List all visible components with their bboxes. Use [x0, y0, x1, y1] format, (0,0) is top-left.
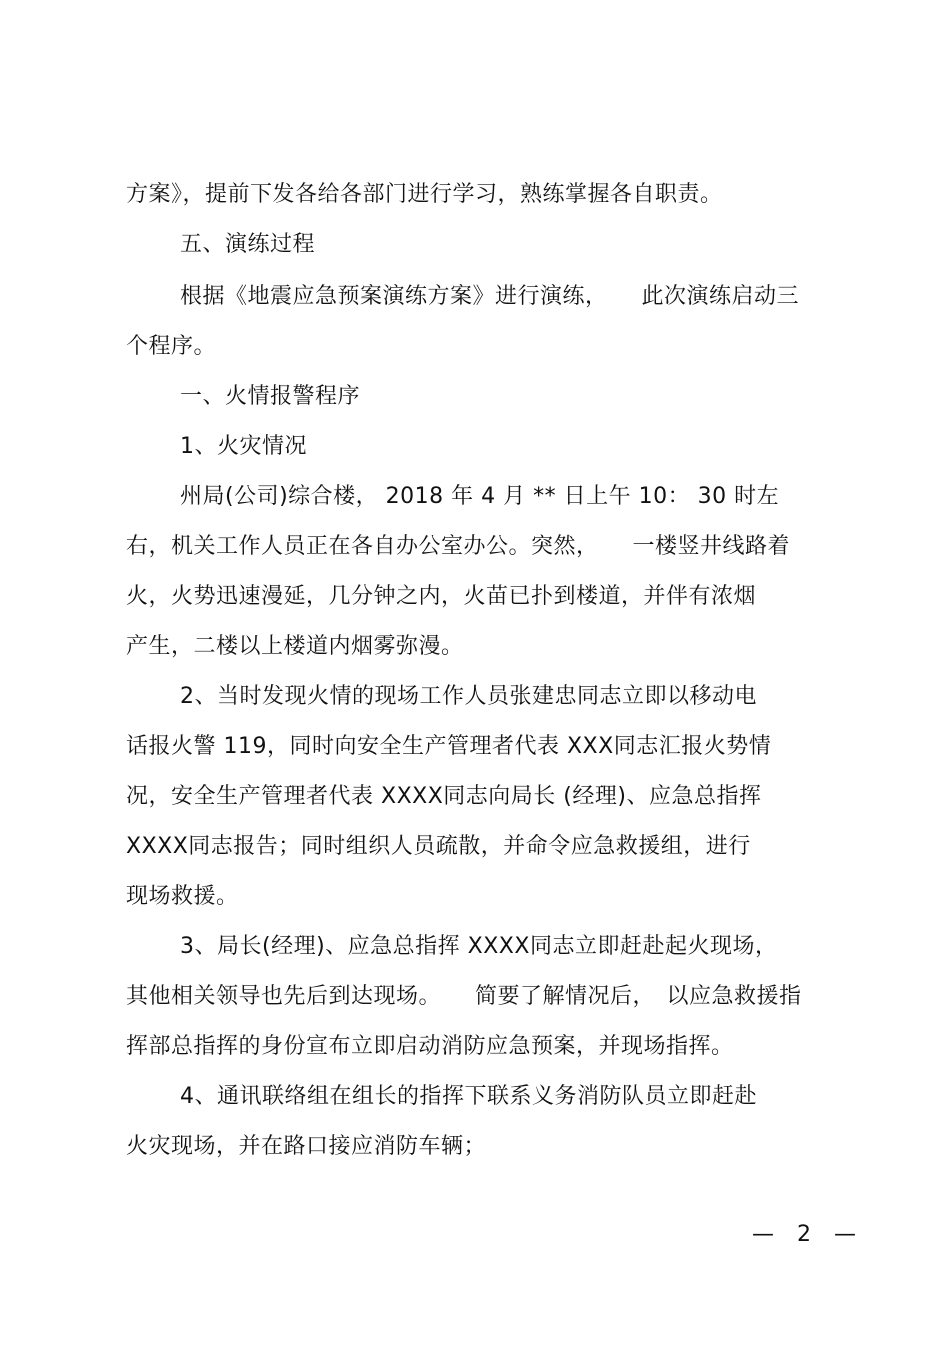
- text-line: 挥部总指挥的身份宣布立即启动消防应急预案，并现场指挥。: [126, 1034, 734, 1059]
- page-number: — 2 —: [752, 1222, 864, 1247]
- text-line: 产生，二楼以上楼道内烟雾弥漫。: [126, 634, 464, 659]
- text-line: 况，安全生产管理者代表 XXXX同志向局长 (经理)、应急总指挥: [126, 784, 762, 809]
- text-line: 火灾现场，并在路口接应消防车辆；: [126, 1134, 487, 1159]
- text-line: 话报火警 119，同时向安全生产管理者代表 XXX同志汇报火势情: [126, 734, 772, 759]
- text-line: 根据《地震应急预案演练方案》进行演练， 此次演练启动三: [180, 284, 800, 309]
- text-line: 个程序。: [126, 334, 217, 359]
- section-heading: 一、火情报警程序: [180, 384, 361, 409]
- text-line: 火，火势迅速漫延，几分钟之内，火苗已扑到楼道，并伴有浓烟: [126, 584, 757, 609]
- text-line: 2、当时发现火情的现场工作人员张建忠同志立即以移动电: [180, 684, 757, 709]
- section-heading: 五、演练过程: [180, 232, 316, 257]
- text-line: 州局(公司)综合楼， 2018 年 4 月 ** 日上午 10： 30 时左: [180, 484, 780, 509]
- text-line: 方案》，提前下发各给各部门进行学习，熟练掌握各自职责。: [126, 182, 723, 207]
- text-line: XXXX同志报告；同时组织人员疏散，并命令应急救援组，进行: [126, 834, 751, 859]
- subsection-heading: 1、火灾情况: [180, 434, 307, 459]
- text-line: 其他相关领导也先后到达现场。 简要了解情况后， 以应急救援指: [126, 984, 802, 1009]
- text-line: 4、通讯联络组在组长的指挥下联系义务消防队员立即赶赴: [180, 1084, 757, 1109]
- text-line: 现场救援。: [126, 884, 239, 909]
- text-line: 3、局长(经理)、应急总指挥 XXXX同志立即赶赴起火现场，: [180, 934, 778, 959]
- text-line: 右，机关工作人员正在各自办公室办公。突然， 一楼竖井线路着: [126, 534, 791, 559]
